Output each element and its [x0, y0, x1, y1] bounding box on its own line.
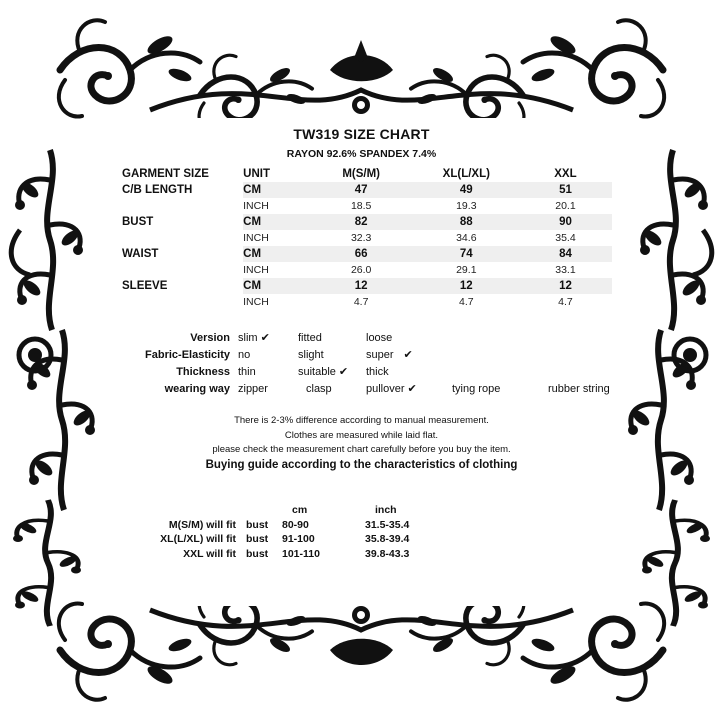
- option-fitted: fitted: [298, 332, 322, 344]
- fit-guide-header: [118, 503, 455, 518]
- buying-guide-title: Buying guide according to the characteristics of clothing: [205, 459, 518, 471]
- check-icon: ✔: [407, 383, 417, 395]
- fit-cm: 80-90: [282, 518, 309, 531]
- value-cm-xxl: 84: [519, 246, 612, 262]
- property-row-version: [100, 330, 620, 347]
- fit-inch: 39.8-43.3: [365, 547, 410, 560]
- value-cm-xl: 12: [414, 278, 519, 294]
- value-inch-xl: 19.3: [456, 200, 477, 212]
- value-cm-xxl: 51: [519, 182, 612, 198]
- fit-part: bust: [246, 547, 269, 560]
- option-slim: slim: [238, 332, 258, 344]
- property-row-thickness: [100, 364, 620, 381]
- unit-inch: INCH: [243, 200, 269, 212]
- size-table-header: [118, 166, 612, 182]
- property-row-elasticity: [100, 347, 620, 364]
- unit-cm: CM: [243, 214, 308, 230]
- option-tying-rope: tying rope: [452, 383, 501, 395]
- measure-name: BUST: [118, 214, 243, 230]
- option-slight: slight: [298, 349, 324, 361]
- property-label: Thickness: [176, 366, 230, 378]
- top-ornament: [59, 20, 664, 132]
- table-row: [118, 182, 612, 198]
- value-inch-m: 4.7: [353, 296, 369, 308]
- value-inch-xl: 4.7: [459, 296, 474, 308]
- option-suitable: suitable: [298, 366, 336, 378]
- material-composition: RAYON 92.6% SPANDEX 7.4%: [286, 148, 437, 160]
- value-inch-xl: 29.1: [456, 264, 477, 276]
- header-garment-size: GARMENT SIZE: [122, 168, 209, 180]
- fit-label: M(S/M) will fit: [168, 518, 236, 531]
- value-inch-xxl: 35.4: [555, 232, 576, 244]
- unit-cm: CM: [243, 182, 308, 198]
- property-row-wearing-way: [100, 381, 620, 398]
- table-row: [118, 294, 612, 310]
- garment-properties: [100, 330, 620, 398]
- fit-part: bust: [246, 533, 269, 545]
- value-inch-m: 26.0: [350, 264, 372, 276]
- header-size-xl: XL(L/XL): [442, 168, 490, 180]
- table-row: [118, 518, 455, 533]
- right-ornament: [628, 150, 712, 626]
- value-cm-xxl: 12: [519, 278, 612, 294]
- fit-inch: 35.8-39.4: [365, 533, 410, 545]
- table-row: [118, 198, 612, 214]
- value-cm-m: 66: [309, 246, 414, 262]
- fit-guide-table: [118, 503, 455, 561]
- note-line: please check the measurement chart carefully before you buy the item.: [212, 444, 511, 455]
- check-icon: ✔: [338, 366, 349, 378]
- value-inch-m: 32.3: [350, 232, 372, 244]
- unit-inch: INCH: [243, 264, 269, 276]
- value-cm-xl: 88: [414, 214, 519, 230]
- table-row: [118, 532, 455, 547]
- value-inch-xl: 34.6: [456, 232, 477, 244]
- option-pullover: pullover: [366, 383, 405, 395]
- note-line: Clothes are measured while laid flat.: [284, 429, 439, 441]
- check-icon: ✔: [403, 349, 413, 361]
- measure-name: C/B LENGTH: [118, 182, 243, 198]
- table-row: [118, 214, 612, 230]
- value-cm-m: 12: [309, 278, 414, 294]
- measure-name: WAIST: [118, 246, 243, 262]
- fit-inch: 31.5-35.4: [365, 518, 410, 531]
- note-line: There is 2-3% difference according to manual measurement.: [234, 415, 489, 426]
- table-row: [118, 547, 455, 562]
- property-label: Version: [190, 332, 230, 344]
- property-label: Fabric-Elasticity: [145, 349, 230, 361]
- value-cm-xl: 49: [414, 182, 519, 198]
- header-size-xxl: XXL: [554, 168, 577, 180]
- fit-label: XXL will fit: [183, 547, 236, 560]
- left-ornament: [11, 150, 95, 626]
- check-icon: ✔: [260, 332, 270, 344]
- unit-cm: CM: [243, 246, 308, 262]
- property-label: wearing way: [164, 383, 230, 395]
- measure-name: SLEEVE: [118, 278, 243, 294]
- option-clasp: clasp: [306, 383, 332, 395]
- fit-col-cm: cm: [292, 504, 308, 516]
- option-super: super: [366, 349, 394, 361]
- value-inch-m: 18.5: [350, 200, 372, 212]
- option-zipper: zipper: [238, 383, 268, 395]
- fit-cm: 101-110: [282, 547, 320, 560]
- fit-col-inch: inch: [375, 504, 397, 516]
- value-inch-xxl: 20.1: [555, 200, 576, 212]
- value-cm-m: 82: [309, 214, 414, 230]
- fit-cm: 91-100: [282, 533, 315, 545]
- option-thick: thick: [366, 366, 389, 378]
- unit-inch: INCH: [243, 232, 269, 244]
- table-row: [118, 246, 612, 262]
- fit-label: XL(L/XL) will fit: [160, 533, 236, 545]
- unit-cm: CM: [243, 278, 308, 294]
- table-row: [118, 230, 612, 246]
- header-unit: UNIT: [243, 168, 270, 180]
- header-size-m: M(S/M): [342, 168, 380, 180]
- unit-inch: INCH: [243, 296, 269, 308]
- table-row: [118, 262, 612, 278]
- value-cm-xl: 74: [414, 246, 519, 262]
- value-inch-xxl: 4.7: [558, 296, 573, 308]
- value-inch-xxl: 33.1: [555, 264, 576, 276]
- value-cm-m: 47: [309, 182, 414, 198]
- option-loose: loose: [366, 332, 393, 344]
- table-row: [118, 278, 612, 294]
- value-cm-xxl: 90: [519, 214, 612, 230]
- option-thin: thin: [238, 366, 256, 378]
- option-rubber-string: rubber string: [548, 383, 610, 395]
- size-table: [118, 166, 612, 310]
- measurement-notes: [0, 414, 723, 458]
- option-no: no: [238, 349, 251, 361]
- chart-title: TW319 SIZE CHART: [293, 126, 430, 142]
- fit-part: bust: [246, 518, 269, 531]
